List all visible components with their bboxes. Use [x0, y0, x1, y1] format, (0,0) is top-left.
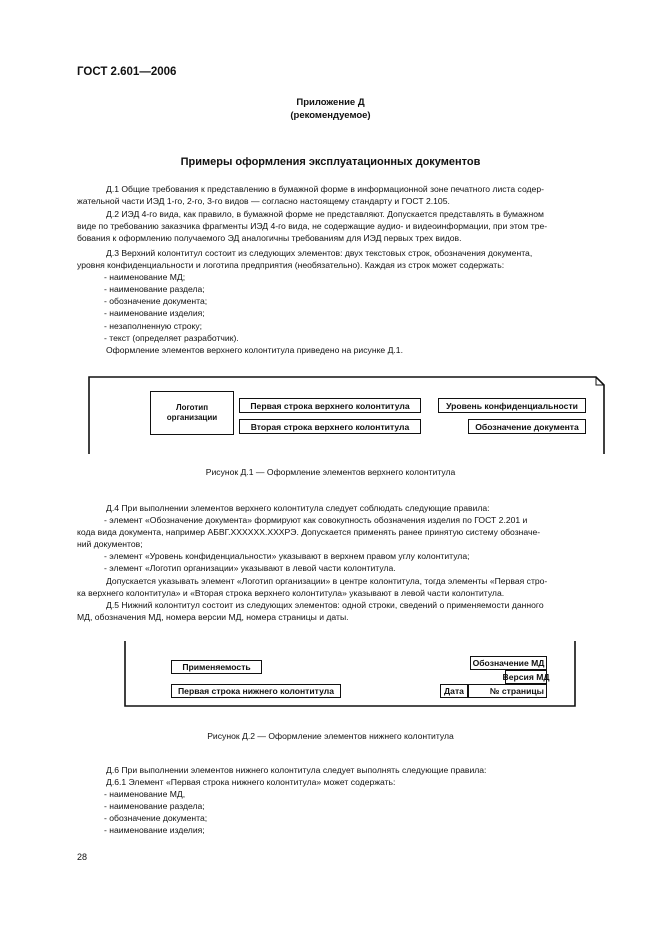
- text-line: ка верхнего колонтитула» и «Вторая строка верхнего колонтитула» указывают в левой части колонтитула.: [77, 587, 505, 598]
- logo-label: организации: [166, 413, 218, 422]
- text-line: Д.6.1 Элемент «Первая строка нижнего колонтитула» может содержать:: [106, 777, 396, 788]
- list-item: - текст (определяет разработчик).: [104, 332, 239, 343]
- text-line: Д.1 Общие требования к представлению в бумажной форме в информационной зоне печатного листа содер-: [106, 184, 544, 194]
- second-header-line-box: Вторая строка верхнего колонтитула: [239, 419, 421, 434]
- text-line: кода вида документа, например АБВГ.XXXXXX.XXXРЭ. Допускается применять ранее принятую систему обозначе-: [77, 527, 541, 538]
- figure-d2-caption: Рисунок Д.2 — Оформление элементов нижнего колонтитула: [207, 731, 454, 741]
- text-line: жательной части ИЭД 1-го, 2-го, 3-го видов — согласно настоящему стандарту и ГОСТ 2.105.: [77, 196, 450, 207]
- text-line: виде по требованию заказчика фрагменты ИЭД 4-го вида, не содержащие аудио- и видеоинформации, при этом тре-: [77, 221, 548, 232]
- md-designation-box: Обозначение МД: [470, 656, 547, 670]
- paragraph-d4: [77, 502, 617, 623]
- list-item: - наименование раздела;: [104, 801, 205, 812]
- logo-label: Логотип: [175, 403, 209, 412]
- document-header: ГОСТ 2.601—2006: [77, 66, 177, 78]
- list-item: - незаполненную строку;: [104, 320, 203, 331]
- list-item: - наименование МД,: [104, 789, 186, 800]
- appendix-label: Приложение Д: [296, 97, 365, 108]
- list-item: - обозначение документа;: [104, 813, 208, 824]
- text-line: Д.6 При выполнении элементов нижнего колонтитула следует выполнять следующие правила:: [106, 765, 487, 775]
- paragraph-d3: [77, 247, 617, 356]
- text-line: Д.4 При выполнении элементов верхнего колонтитула следует соблюдать следующие правила:: [106, 503, 490, 513]
- list-item: - элемент «Обозначение документа» формируют как совокупность обозначения изделия по ГОСТ 2.201 и: [104, 515, 528, 526]
- paragraph-d6: [77, 764, 617, 837]
- logo-box: [150, 391, 234, 435]
- list-item: - наименование МД;: [104, 272, 186, 283]
- text-line: Д.2 ИЭД 4-го вида, как правило, в бумажной форме не представляют. Допускается представлять в бумажном: [106, 209, 544, 219]
- paragraph-d2: [77, 208, 617, 244]
- section-title: Примеры оформления эксплуатационных документов: [180, 156, 481, 168]
- appendix-heading: [0, 96, 661, 122]
- text-line: бования к оформлению получаемого ЭД аналогичны требованиям для ИЭД первых трех видов.: [77, 233, 462, 244]
- date-box: Дата: [440, 684, 468, 698]
- version-box: Версия МД: [502, 672, 550, 682]
- text-line: Д.5 Нижний колонтитул состоит из следующих элементов: одной строки, сведений о применяемости данного: [106, 599, 544, 610]
- list-item: - элемент «Уровень конфиденциальности» указывают в верхнем правом углу колонтитула;: [104, 551, 470, 562]
- list-item: - наименование изделия;: [104, 308, 205, 319]
- list-item: - наименование раздела;: [104, 284, 205, 295]
- appendix-status: (рекомендуемое): [290, 110, 371, 121]
- paragraph-d1: [77, 183, 617, 207]
- figure-d1-caption: Рисунок Д.1 — Оформление элементов верхнего колонтитула: [205, 467, 456, 477]
- first-header-line-box: Первая строка верхнего колонтитула: [239, 398, 421, 413]
- doc-designation-box: Обозначение документа: [468, 419, 586, 434]
- figure-d2: [124, 641, 578, 707]
- text-line: МД, обозначения МД, номера версии МД, номера страницы и даты.: [77, 611, 349, 622]
- list-item: - наименование изделия;: [104, 825, 205, 836]
- text-line: уровня конфиденциальности и логотипа предприятия (необязательно). Каждая из строк может содержать:: [77, 260, 505, 271]
- confidentiality-box: Уровень конфиденциальности: [438, 398, 586, 413]
- text-line: Допускается указывать элемент «Логотип организации» в центре колонтитула, тогда элементы «Первая стро-: [106, 575, 548, 586]
- text-line: ний документов;: [77, 539, 143, 550]
- text-line: Д.3 Верхний колонтитул состоит из следующих элементов: двух текстовых строк, обозначения документа,: [106, 248, 533, 258]
- applicability-box: Применяемость: [171, 660, 262, 674]
- first-footer-line-box: Первая строка нижнего колонтитула: [171, 684, 341, 698]
- page-number: 28: [77, 852, 88, 862]
- page-number-box: № страницы: [468, 684, 547, 698]
- list-item: - обозначение документа;: [104, 296, 208, 307]
- list-item: - элемент «Логотип организации» указывают в левой части колонтитула.: [104, 563, 396, 574]
- figure-d1: [88, 376, 606, 454]
- text-line: Оформление элементов верхнего колонтитула приведено на рисунке Д.1.: [106, 344, 403, 355]
